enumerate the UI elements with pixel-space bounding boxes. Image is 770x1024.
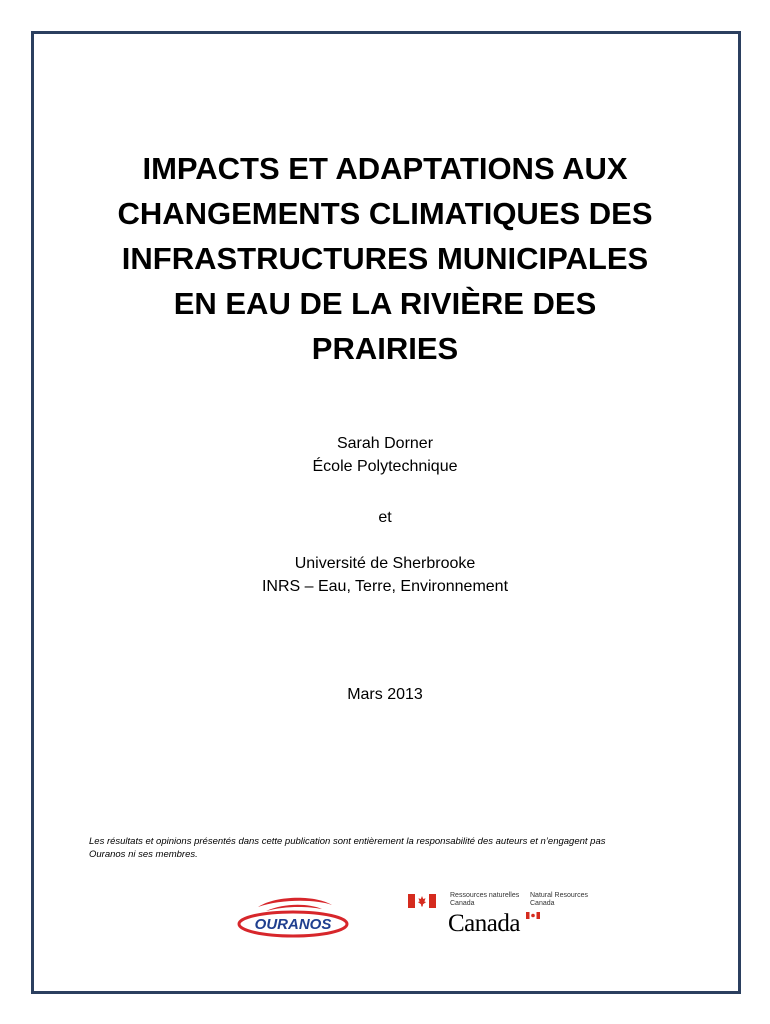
affiliation-inrs: INRS – Eau, Terre, Environnement	[261, 578, 509, 595]
nrcan-french-label	[450, 892, 519, 908]
title-line-4: EN EAU DE LA RIVIÈRE DES	[173, 286, 597, 321]
author-name: Sarah Dorner	[336, 435, 434, 452]
disclaimer-line-2: Ouranos ni ses membres.	[89, 849, 198, 860]
title-line-5: PRAIRIES	[311, 331, 459, 366]
ouranos-logo-graphic	[236, 893, 350, 941]
canada-wordmark: Canada	[448, 910, 520, 937]
affiliation-polytechnique: École Polytechnique	[312, 458, 458, 475]
title-line-2: CHANGEMENTS CLIMATIQUES DES	[117, 196, 653, 231]
canada-wordmark-flag-icon	[526, 912, 540, 919]
document-title	[70, 146, 700, 371]
title-line-3: INFRASTRUCTURES MUNICIPALES	[121, 241, 649, 276]
ouranos-swoosh-inner	[266, 905, 322, 911]
canada-flag-icon	[408, 894, 436, 908]
title-line-1: IMPACTS ET ADAPTATIONS AUX	[142, 151, 628, 186]
conjunction-block	[0, 506, 770, 529]
author-block	[0, 432, 770, 478]
publication-date: Mars 2013	[347, 686, 423, 703]
disclaimer	[89, 835, 669, 861]
ouranos-logo	[236, 893, 350, 941]
nrcan-fr-line-1: Ressources naturelles	[450, 892, 520, 899]
affiliation-sherbrooke: Université de Sherbrooke	[294, 555, 476, 572]
nrcan-en-line-2: Canada	[530, 900, 555, 907]
nrcan-fr-line-2: Canada	[450, 900, 475, 907]
ouranos-wordmark: OURANOS	[254, 916, 332, 933]
date-block	[0, 683, 770, 706]
nrcan-en-line-1: Natural Resources	[530, 892, 588, 899]
nrcan-logo	[406, 890, 606, 942]
conjunction-text: et	[378, 509, 392, 526]
disclaimer-line-1: Les résultats et opinions présentés dans cette publication sont entièrement la responsabilité des auteurs et n’engagent pas	[89, 836, 606, 847]
affiliation-block	[0, 552, 770, 598]
nrcan-english-label	[530, 892, 588, 908]
